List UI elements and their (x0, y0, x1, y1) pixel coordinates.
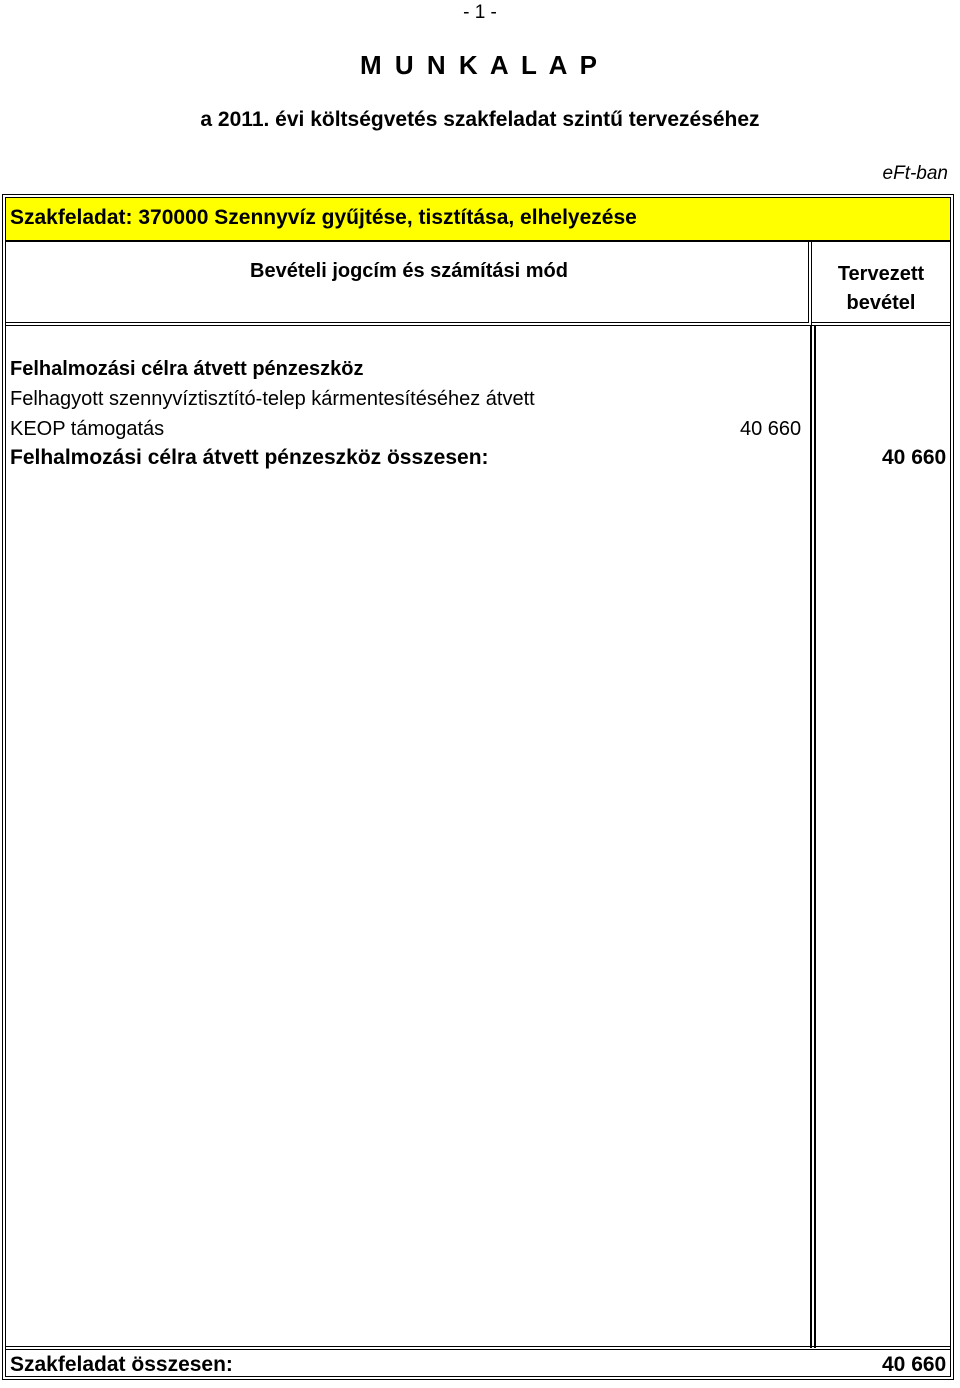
footer-total-label: Szakfeladat összesen: (10, 1353, 233, 1376)
szakfeladat-label: Szakfeladat: 370000 Szennyvíz gyűjtése, tisztítása, elhelyezése (10, 206, 637, 229)
footer-total-value: 40 660 (882, 1353, 947, 1376)
page-title: M U N K A L A P (360, 50, 600, 80)
column-divider (810, 326, 816, 1348)
item-value: 40 660 (740, 418, 802, 440)
item-description-line1: Felhagyott szennyvíztisztító-telep kármentesítéséhez átvett (10, 388, 535, 410)
column-header-income-title: Bevételi jogcím és számítási mód (250, 260, 568, 282)
item-description-line2: KEOP támogatás (10, 418, 165, 440)
page-subtitle: a 2011. évi költségvetés szakfeladat szintű tervezéséhez (200, 108, 760, 131)
section-total-label: Felhalmozási célra átvett pénzeszköz összesen: (10, 446, 489, 469)
header-cell-left (6, 242, 812, 326)
column-header-planned-income: Tervezett bevétel (837, 263, 925, 314)
section-title: Felhalmozási célra átvett pénzeszköz (10, 358, 364, 380)
page-number: - 1 - (463, 2, 497, 23)
section-total-value: 40 660 (882, 446, 947, 469)
unit-label: eFt-ban (882, 163, 948, 184)
